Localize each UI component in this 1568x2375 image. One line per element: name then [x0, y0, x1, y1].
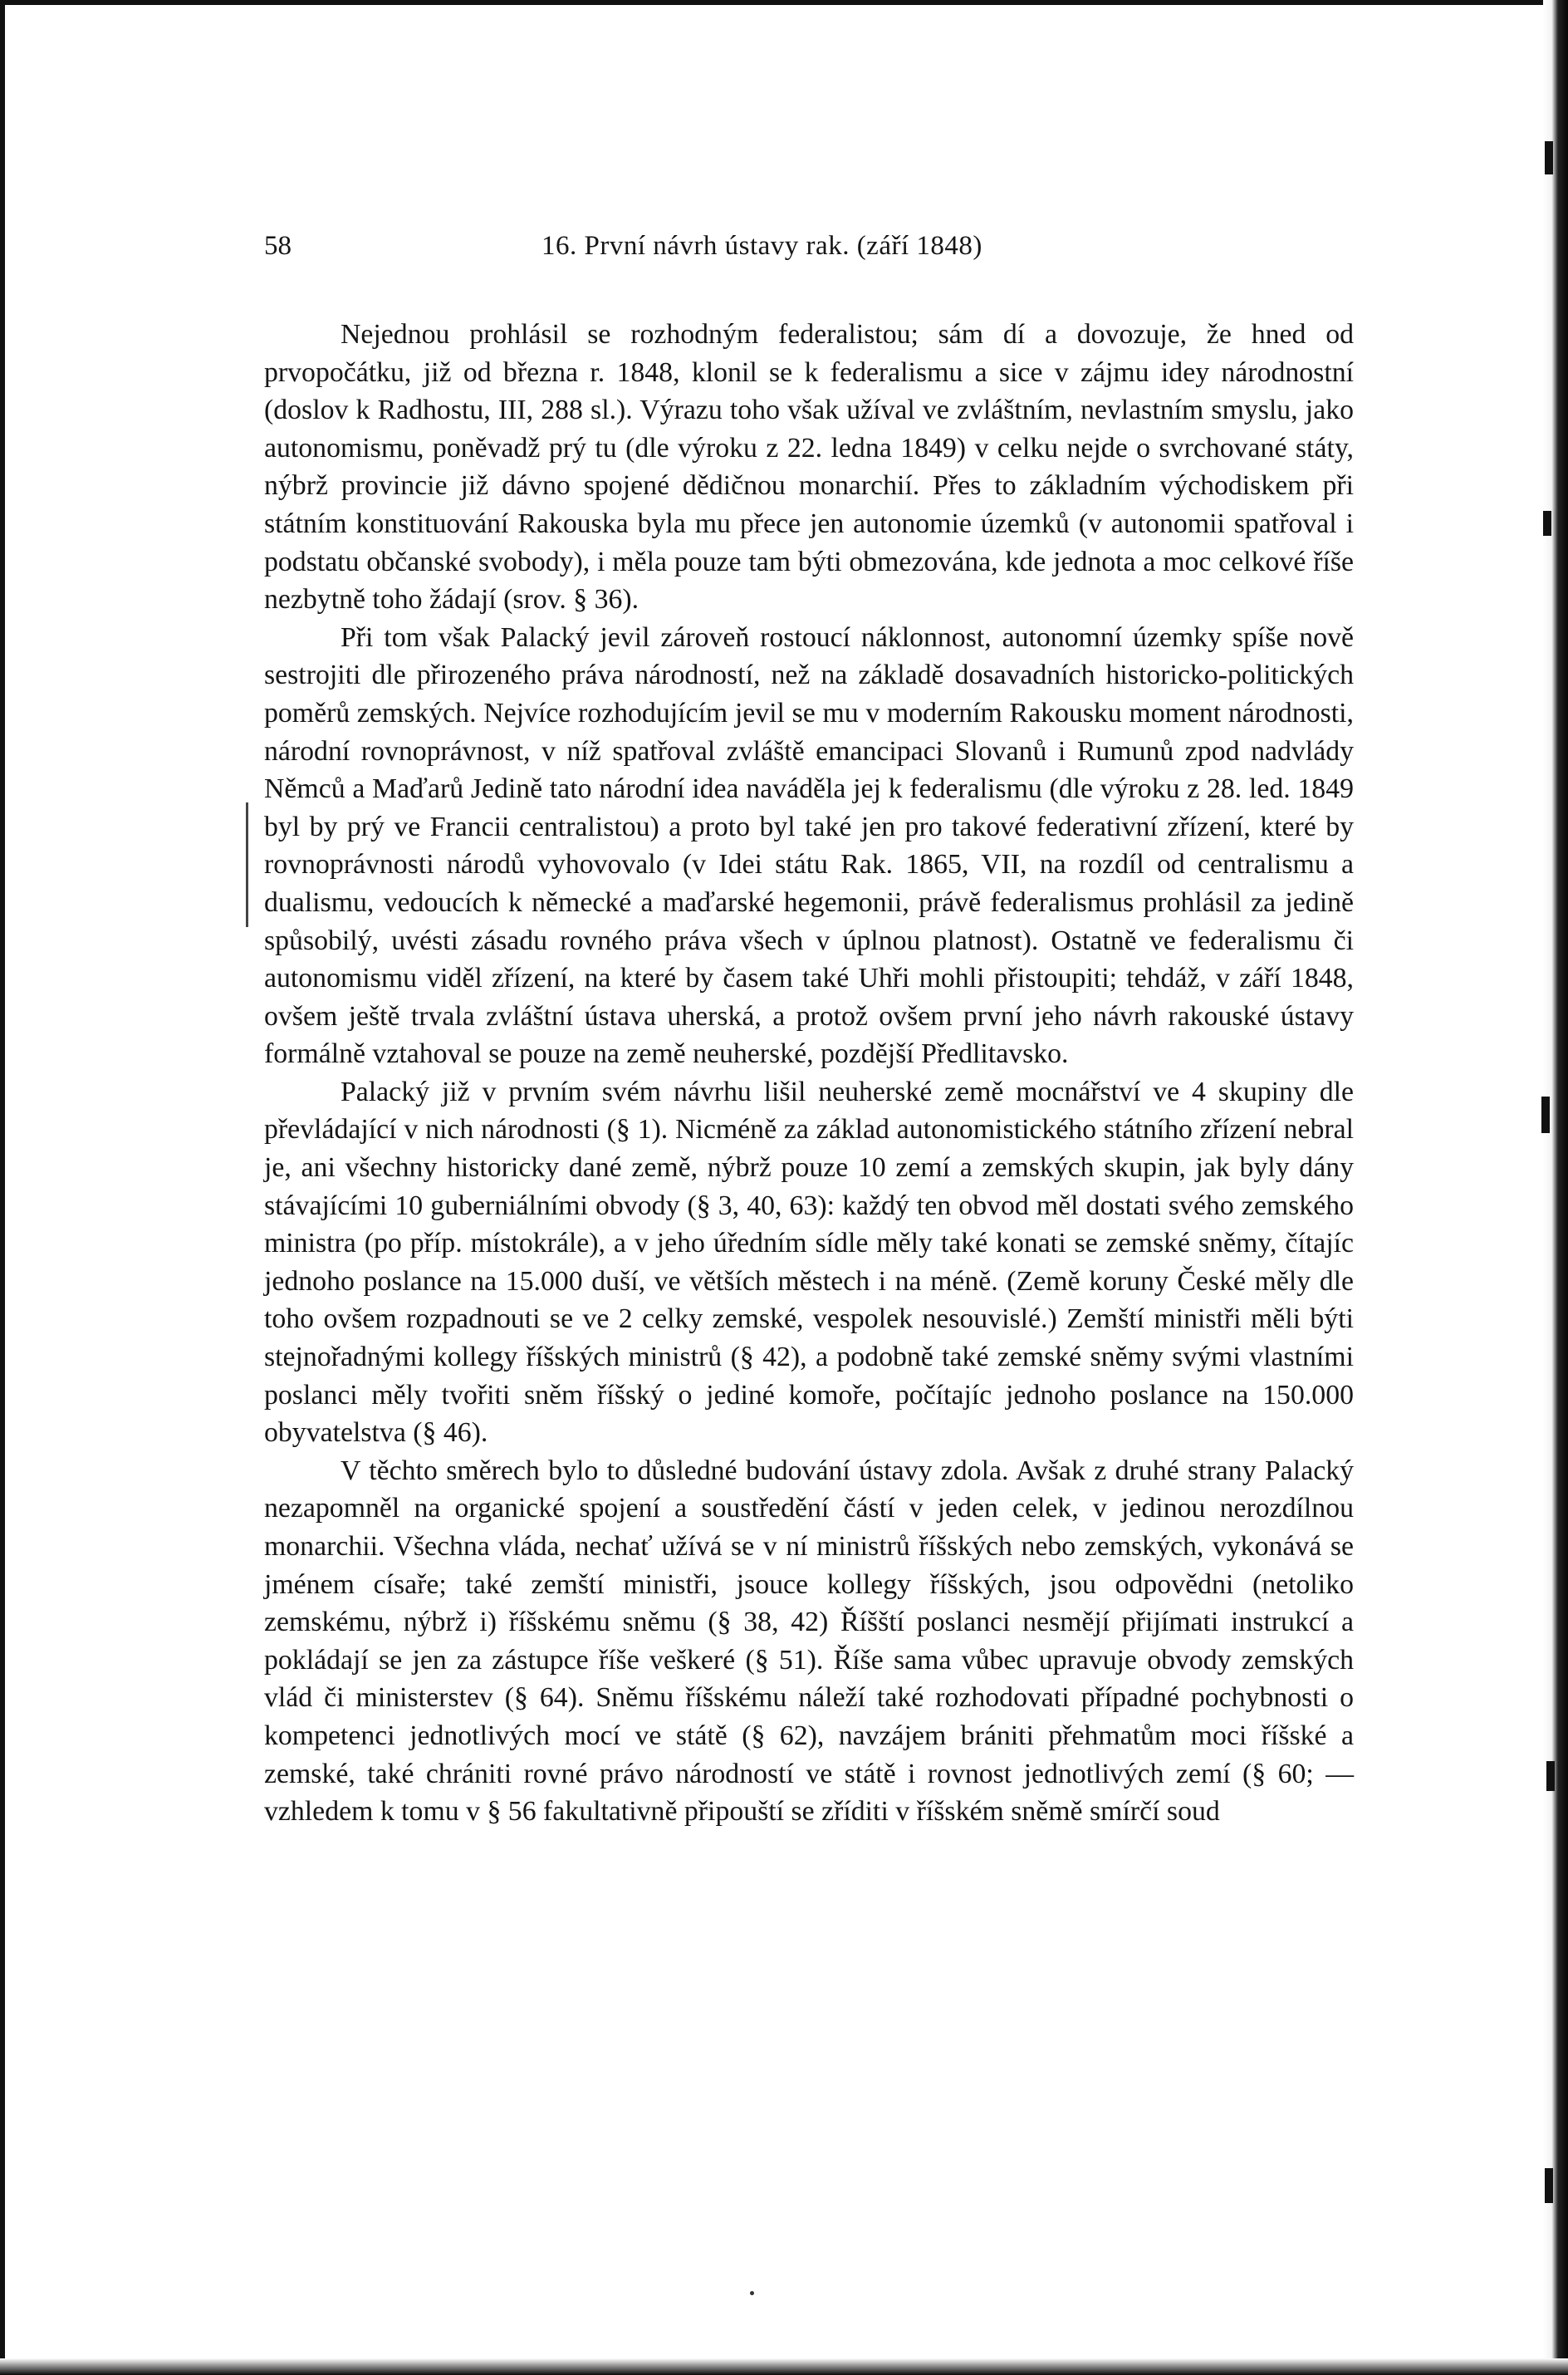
page-number: 58: [264, 231, 292, 261]
scan-speck: [750, 2291, 754, 2295]
paragraph: Palacký již v prvním svém návrhu lišil neuherské země mocnářství ve 4 skupiny dle převládající v nich národnosti (§ 1). Nicméně za základ autonomistického státního zřízení nebral je, ani všechny historicky dané země, nýbrž pouze 10 zemí a zemských skupin, jak byly dány stávajícími 10 guberniálními obvody (§ 3, 40, 63): každý ten obvod měl dostati svého zemského ministra (po příp. místokrále), a v jeho úředním sídle měly také konati se zemské sněmy, čítajíc jednoho poslance na 15.000 duší, ve větších městech i na méně. (Země koruny České měly dle toho ovšem rozpadnouti se ve 2 celky zemské, vespolek nesouvislé.) Zemští ministři měli býti stejnořadnými kollegy říšských ministrů (§ 42), a podobně také zemské sněmy svými vlastními poslanci měly tvořiti sněm říšský o jediné komoře, počítajíc jednoho poslance na 150.000 obyvatelstva (§ 46).: [264, 1076, 1354, 1449]
book-page: [264, 224, 1354, 1831]
edge-artifact: [1541, 1097, 1550, 1133]
edge-artifact: [1546, 1761, 1555, 1791]
edge-artifact: [1543, 511, 1551, 536]
paragraph: V těchto směrech bylo to důsledné budování ústavy zdola. Avšak z druhé strany Palacký nezapomněl na organické spojení a soustředění částí v jeden celek, v jedinou nerozdílnou monarchii. Všechna vláda, nechať užívá se v ní ministrů říšských nebo zemských, vykonává se jménem císaře; také zemští ministři, jsouce kollegy říšských, jsou odpovědni (netoliko zemskému, nýbrž i) říšskému sněmu (§ 38, 42) Říšští poslanci nesmějí přijímati instrukcí a pokládají se jen za zástupce říše veškeré (§ 51). Říše sama vůbec upravuje obvody zemských vlád či ministerstev (§ 64). Sněmu říšskému náleží také rozhodovati případné pochybnosti o kompetenci jednotlivých mocí ve státě (§ 62), navzájem brániti přehmatům moci říšské a zemské, také chrániti rovné právo národností ve státě i rovnost jednotlivých zemí (§ 60; — vzhledem k tomu v § 56 fakultativně připouští se zříditi v říšském sněmě smírčí soud: [264, 1455, 1354, 1828]
scan-bottom-edge: [0, 2358, 1568, 2375]
running-head: 16. První návrh ústavy rak. (září 1848): [541, 231, 982, 261]
paragraph: Při tom však Palacký jevil zároveň rostoucí náklonnost, autonomní územky spíše nově sestrojiti dle přirozeného práva národností, než na základě dosavadních historicko-politických poměrů zemských. Nejvíce rozhodujícím jevil se mu v moderním Rakousku moment národnosti, národní rovnoprávnost, v níž spatřoval zvláště emancipaci Slovanů i Rumunů zpod nadvlády Němců a Maďarů Jedině tato národní idea naváděla jej k federalismu (dle výroku z 28. led. 1849 byl by prý ve Francii centralistou) a proto byl také jen pro takové federativní zřízení, které by rovnoprávnosti národů vyhovovalo (v Idei státu Rak. 1865, VII, na rozdíl od centralismu a dualismu, vedoucích k německé a maďarské hegemonii, právě federalismus prohlásil za jedině spůsobilý, uvésti zásadu rovného práva všech v úplnou platnost). Ostatně ve federalismu či autonomismu viděl zřízení, na které by časem také Uhři mohli přistoupiti; tehdáž, v září 1848, ovšem ještě trvala zvláštní ústava uherská, a protož ovšem první jeho návrh rakouské ústavy formálně vztahoval se pouze na země neuherské, pozdější Předlitavsko.: [264, 621, 1354, 1070]
paragraph: Nejednou prohlásil se rozhodným federalistou; sám dí a dovozuje, že hned od prvopočátku, již od března r. 1848, klonil se k federalismu a sice v zájmu idey národnostní (doslov k Radhostu, III, 288 sl.). Výrazu toho však užíval ve zvláštním, nevlastním smyslu, jako autonomismu, poněvadž prý tu (dle výroku z 22. ledna 1849) v celku nejde o svrchované státy, nýbrž provincie již dávno spojené dědičnou monarchií. Přes to základním východiskem při státním konstituování Rakouska byla mu přece jen autonomie územků (v autonomii spatřoval i podstatu občanské svobody), i měla pouze tam býti obmezována, kde jednota a moc celkové říše nezbytně toho žádají (srov. § 36).: [264, 319, 1354, 616]
scan-page-edge: [1543, 0, 1568, 2375]
page-header: [264, 224, 1354, 267]
margin-line: [246, 802, 248, 927]
edge-artifact: [1545, 141, 1553, 174]
edge-artifact: [1545, 2168, 1553, 2203]
body-text: [264, 316, 1354, 1831]
